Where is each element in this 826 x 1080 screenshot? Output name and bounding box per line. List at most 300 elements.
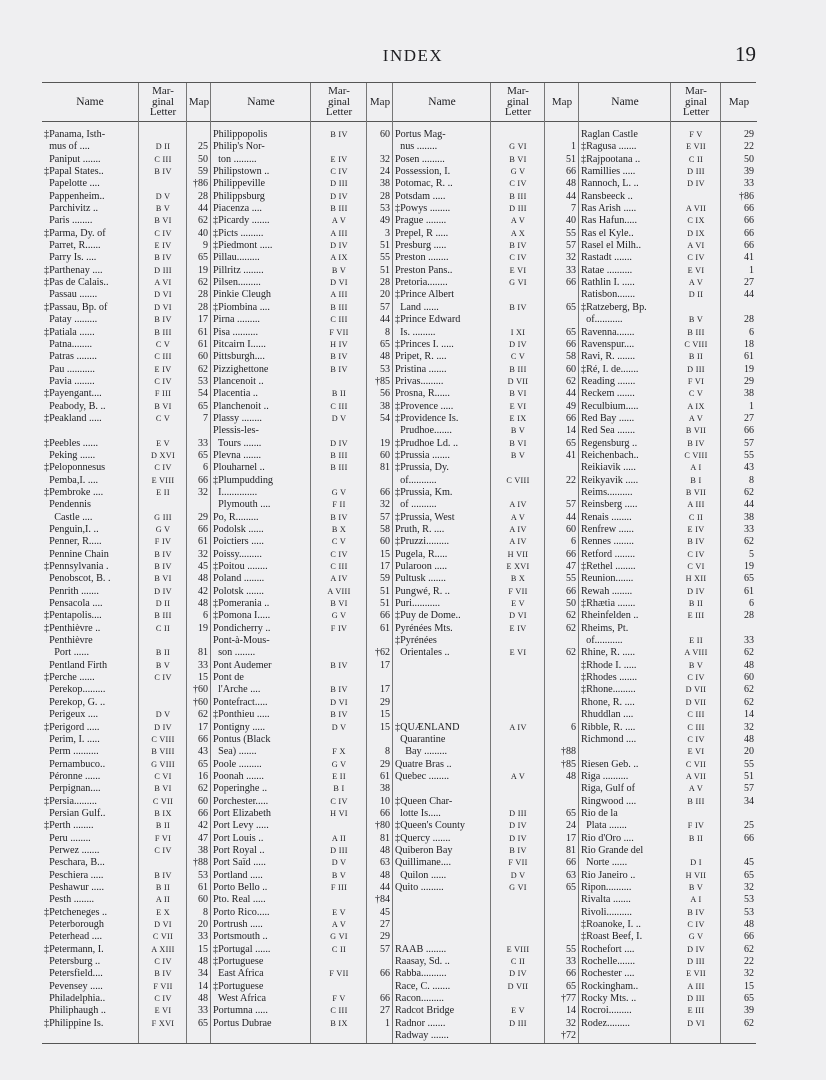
marginal-letter (311, 672, 367, 684)
index-entry-name: Ravenna....... (581, 326, 635, 338)
map-number: 53 (744, 894, 754, 906)
map-number (187, 499, 211, 511)
index-entry-name: Pesth ........ (44, 894, 95, 906)
map-number: 47 (198, 832, 208, 844)
map-number: 15 (380, 709, 390, 721)
map-number: 20 (198, 919, 208, 930)
marginal-letter: I XI (510, 327, 526, 337)
page-number: 19 (735, 42, 756, 66)
marginal-letter: D II (155, 599, 171, 609)
index-entry-name: Rheims, Pt. (581, 622, 629, 634)
index-entry-name: Patras ........ (44, 351, 97, 363)
map-number: 14 (566, 425, 576, 437)
marginal-letter: C V (155, 339, 171, 349)
index-entry-name: ‡Penthièvre .. (44, 622, 101, 634)
index-entry-name: ‡Rajpootana .. (581, 153, 641, 165)
map-number: 62 (566, 610, 576, 622)
index-entry-name: ‡Petermann, I. (44, 943, 104, 955)
map-column (366, 83, 393, 1043)
map-number: †77 (561, 993, 576, 1005)
index-entry-name (393, 697, 491, 709)
index-entry-name: Pillritz ........ (213, 264, 264, 276)
marginal-letter (139, 178, 187, 190)
marginal-letter: F III (330, 882, 348, 892)
marginal-letter: A VI (154, 278, 172, 288)
map-number: 27 (744, 277, 754, 289)
map-number: 32 (198, 548, 208, 560)
index-entry-name: Planchenoit .. (213, 400, 269, 412)
map-number: 22 (744, 956, 754, 968)
marginal-letter: G V (155, 525, 171, 534)
index-entry-name: of........... (395, 474, 437, 486)
marginal-letter: B IV (330, 364, 348, 374)
map-number: 22 (744, 141, 754, 153)
index-entry-name: Posen ......... (395, 153, 445, 165)
marginal-letter: H IV (330, 339, 348, 349)
marginal-letter: D III (509, 808, 527, 818)
marginal-letter: E VI (154, 1006, 172, 1016)
index-entry-name: Ras el Kyle.. (581, 227, 634, 239)
map-number: 19 (380, 437, 390, 449)
map-number: 58 (380, 524, 390, 535)
marginal-letter: D VI (154, 920, 172, 929)
index-entry-name: Rivoli.......... (581, 906, 632, 918)
map-number: 63 (380, 857, 390, 869)
map-number: 27 (380, 919, 390, 930)
marginal-letter-column-header: Mar- ginal Letter (491, 83, 545, 122)
index-entry-name: Plessis-les- (213, 425, 259, 437)
marginal-letter: A V (331, 216, 347, 226)
map-number: 60 (744, 672, 754, 684)
marginal-letter: B VII (685, 487, 707, 497)
marginal-letter (491, 672, 545, 684)
marginal-letter: F IV (687, 821, 705, 831)
map-number: 61 (744, 585, 754, 597)
map-number: 33 (744, 178, 754, 190)
index-entry-name: Pappenheim.. (44, 190, 105, 202)
index-entry-name: Petersburg .. (44, 956, 101, 968)
map-number: 57 (744, 783, 754, 795)
map-number: 66 (566, 857, 576, 869)
marginal-letter (491, 314, 545, 326)
marginal-letter: B V (155, 204, 171, 214)
marginal-letter-column (670, 83, 721, 1043)
map-number: 60 (380, 449, 390, 461)
map-number: 62 (198, 277, 208, 289)
index-entry-name: Radnor ....... (395, 1017, 446, 1029)
index-entry-name: Ribble, R. .... (581, 721, 636, 733)
marginal-letter: B VI (509, 438, 527, 448)
map-number (721, 623, 757, 635)
index-entry-name (393, 672, 491, 684)
index-entry-name: West Africa (213, 993, 267, 1005)
marginal-letter: B VI (154, 574, 172, 584)
index-entry-name: ‡Piedmont ..... (213, 240, 273, 252)
map-number: 55 (744, 758, 754, 770)
map-number: 28 (744, 610, 754, 622)
marginal-letter (491, 487, 545, 499)
index-entry-name: ‡Queen Char- (395, 795, 453, 807)
index-entry-name: Norte ...... (581, 857, 628, 869)
map-number: 50 (566, 598, 576, 610)
index-entry-name: Perpignan.... (44, 783, 101, 795)
map-number: 8 (385, 746, 390, 758)
marginal-letter: A IX (687, 401, 705, 411)
index-entry-name: of .......... (395, 499, 437, 511)
marginal-letter: C IV (154, 994, 172, 1004)
index-entry-name: Quarantine (395, 733, 446, 745)
marginal-letter: D IV (509, 969, 527, 979)
map-number: 5 (749, 548, 754, 560)
index-entry-name (393, 684, 491, 696)
index-entry-name (393, 660, 491, 672)
map-number: †85 (375, 375, 390, 387)
marginal-letter: A VII (685, 771, 707, 781)
index-entry-name: Perekop, G. .. (44, 696, 106, 708)
map-number: 81 (566, 844, 576, 856)
index-entry-name: Poperinghe .. (213, 783, 268, 795)
marginal-letter: F VII (508, 858, 528, 868)
marginal-letter: B IV (154, 167, 172, 177)
marginal-letter: B V (510, 450, 526, 460)
marginal-letter: B IV (330, 710, 348, 720)
marginal-letter: C V (155, 413, 171, 423)
map-number: 51 (380, 585, 390, 597)
marginal-letter: A I (690, 463, 702, 473)
map-number: 66 (744, 215, 754, 227)
map-number: 29 (198, 511, 208, 523)
marginal-letter: B II (688, 833, 704, 843)
index-entry-name: Reichenbach.. (581, 449, 639, 461)
index-entry-name: East Africa (213, 968, 264, 980)
map-number: 44 (380, 314, 390, 326)
map-number: 15 (380, 721, 390, 733)
index-entry-name: ‡Puy de Dome.. (395, 610, 461, 622)
marginal-letter: C II (510, 957, 526, 967)
map-number (545, 314, 579, 326)
index-entry-name: ‡Roanoke, I. .. (581, 919, 641, 930)
marginal-letter (671, 623, 721, 635)
index-entry-name: Puri........... (395, 598, 440, 610)
marginal-letter: D VI (154, 290, 172, 300)
marginal-letter: D IV (509, 833, 527, 843)
marginal-letter: B III (330, 302, 348, 312)
marginal-letter: D III (509, 204, 527, 214)
marginal-letter: D XVI (150, 450, 175, 460)
index-entry-name: Rochester .... (581, 968, 635, 980)
index-entry-name: ‡Prussia, Dy. (395, 462, 449, 474)
index-entry-name: Petersfield.... (44, 968, 103, 980)
marginal-letter: D II (155, 142, 171, 152)
index-entry-name: Plassy ........ (213, 412, 262, 424)
map-number: 66 (566, 585, 576, 597)
map-number: 41 (566, 449, 576, 461)
marginal-letter: B III (330, 450, 348, 460)
map-number: 48 (380, 351, 390, 363)
marginal-letter (491, 746, 545, 758)
marginal-letter: B IV (330, 130, 348, 139)
map-number: 48 (744, 733, 754, 745)
map-number (367, 734, 393, 746)
map-number: 60 (380, 536, 390, 548)
index-entry-name: Porchester..... (213, 795, 269, 807)
index-entry-name: Port Louis .. (213, 832, 264, 844)
map-number: 10 (380, 795, 390, 807)
map-number: 62 (566, 375, 576, 387)
map-number: 38 (380, 400, 390, 412)
index-entry-name: Pyrénées Mts. (395, 622, 453, 634)
index-entry-name: Bay ......... (395, 746, 448, 758)
marginal-letter: C IX (687, 216, 705, 226)
marginal-letter: D V (155, 710, 171, 720)
map-number: 45 (198, 561, 208, 573)
map-number (545, 931, 579, 943)
marginal-letter: E V (156, 438, 170, 448)
index-entry-name: Ras Hafun..... (581, 215, 638, 227)
index-entry-name: Rasel el Milh.. (581, 240, 641, 252)
marginal-letter: B II (155, 648, 171, 658)
marginal-letter: G V (331, 759, 347, 769)
index-entry-name: Philipstown .. (213, 166, 270, 178)
index-entry-name: Potsdam ..... (395, 190, 446, 202)
index-entry-name: ‡Picts ......... (213, 227, 264, 239)
map-number: 38 (380, 178, 390, 190)
index-entry-name: Rochelle....... (581, 956, 636, 968)
index-table (42, 82, 756, 1044)
map-number: 17 (198, 721, 208, 733)
marginal-letter: A III (330, 290, 348, 300)
index-entry-name: Reculbium..... (581, 400, 639, 412)
index-entry-name: ‡Plumpudding (213, 474, 274, 486)
index-entry-name: Rathlin I. ..... (581, 277, 635, 289)
marginal-letter: E IV (154, 241, 172, 251)
index-entry-name: Ratae .......... (581, 264, 633, 276)
marginal-letter (311, 647, 367, 659)
index-entry-name: Reading ....... (581, 375, 636, 387)
marginal-letter: B IV (687, 907, 705, 917)
map-number: 6 (571, 721, 576, 733)
index-entry-name: Raasay, Sd. .. (395, 956, 450, 968)
marginal-letter: D IV (687, 586, 705, 596)
index-entry-name: Placentia .. (213, 388, 258, 400)
index-entry-name: ‡Peloponnesus (44, 462, 106, 474)
map-number (545, 289, 579, 301)
marginal-letter: C IV (330, 796, 348, 806)
map-number: 57 (744, 437, 754, 449)
index-entry-name: Ransbeeck .. (581, 190, 633, 202)
marginal-letter: G VI (509, 142, 527, 152)
map-number: 61 (198, 881, 208, 893)
map-number: 53 (198, 869, 208, 881)
map-number: 65 (744, 869, 754, 881)
index-entry-name: ‡Ré, I. de....... (581, 363, 639, 375)
index-entry-name: Piacenza .... (213, 203, 262, 215)
name-column-header: Name (393, 83, 491, 122)
marginal-letter: C II (331, 944, 347, 954)
map-number: 20 (744, 746, 754, 758)
marginal-letter: C II (155, 623, 171, 633)
map-number: 20 (380, 289, 390, 301)
index-entry-name: Renais ........ (581, 511, 632, 523)
marginal-letter: B V (331, 870, 347, 880)
index-entry-name: Patay ......... (44, 314, 98, 326)
index-entry-name: Peru ........ (44, 832, 91, 844)
index-entry-name (393, 783, 491, 795)
map-number: 15 (744, 980, 754, 992)
index-entry-name: Rio d'Oro .... (581, 832, 634, 844)
index-entry-name: Port Levy ..... (213, 820, 269, 832)
map-number: 48 (380, 869, 390, 881)
marginal-letter: C V (331, 537, 347, 547)
index-entry-name: ‡QUÆNLAND (395, 721, 460, 733)
index-entry-name: Plancenoit .. (213, 375, 264, 387)
marginal-letter: G VI (509, 278, 527, 288)
index-entry-name: ‡Quercy ....... (395, 832, 451, 844)
marginal-letter: B IV (154, 315, 172, 325)
index-entry-name: Persian Gulf.. (44, 807, 106, 819)
index-entry-name: ton ......... (213, 153, 257, 165)
index-entry-name: ‡Panama, Isth- (44, 129, 106, 140)
index-entry-name: ‡Prudhoe Ld. .. (395, 437, 459, 449)
marginal-letter: E VIII (151, 475, 175, 485)
index-entry-name: Riga, Gulf of (581, 783, 636, 795)
index-entry-name (579, 746, 671, 758)
marginal-letter: B III (687, 796, 705, 806)
map-number: 43 (744, 462, 754, 474)
marginal-letter-column (490, 83, 545, 1043)
map-number: 6 (749, 326, 754, 338)
marginal-letter: B III (509, 191, 527, 201)
marginal-letter: F VII (329, 327, 349, 337)
map-number: 8 (203, 906, 208, 918)
map-number: 8 (749, 474, 754, 486)
map-number: 27 (744, 412, 754, 424)
marginal-letter: B VI (154, 784, 172, 794)
marginal-letter: G VI (509, 882, 527, 892)
map-number: 66 (744, 203, 754, 215)
marginal-letter (491, 129, 545, 141)
map-number: 44 (566, 388, 576, 400)
map-number: 25 (744, 820, 754, 832)
index-entry-name: ‡Payengant.... (44, 388, 102, 400)
map-number: 44 (744, 499, 754, 511)
map-number: 62 (198, 215, 208, 227)
marginal-letter: C VI (154, 771, 172, 781)
index-entry-name: Philip's Nor- (213, 141, 265, 153)
map-number: 7 (571, 203, 576, 215)
index-entry-name (393, 894, 491, 906)
running-head (0, 42, 826, 70)
marginal-letter: C III (330, 315, 348, 325)
map-number: 48 (198, 956, 208, 968)
index-entry-name: Poonah ....... (213, 770, 264, 782)
map-number: 33 (198, 437, 208, 449)
marginal-letter: A IV (509, 537, 527, 547)
marginal-letter: B IV (154, 969, 172, 979)
map-number: 65 (566, 437, 576, 449)
marginal-letter (671, 302, 721, 314)
index-entry-name (393, 709, 491, 721)
marginal-letter: B III (330, 204, 348, 214)
marginal-letter (491, 709, 545, 721)
map-number: 33 (566, 264, 576, 276)
name-column-header: Name (211, 83, 311, 122)
marginal-letter (491, 635, 545, 647)
map-number (545, 684, 579, 696)
map-number: 17 (198, 314, 208, 326)
index-entry-name: ‡Peebles ...... (44, 437, 99, 449)
index-entry-name: Red Bay ...... (581, 412, 635, 424)
index-entry-name: Pevensey ..... (44, 980, 103, 992)
map-number: 81 (198, 647, 208, 659)
index-entry-name: Pizzighettone (213, 363, 269, 375)
index-entry-name: Quilon ...... (395, 869, 447, 881)
map-number: 33 (198, 659, 208, 671)
map-number: 6 (203, 610, 208, 622)
index-entry-name: Peabody, B. .. (44, 400, 106, 412)
marginal-letter: G V (331, 487, 347, 497)
map-number (721, 302, 757, 314)
marginal-letter: F VII (508, 586, 528, 596)
map-number (545, 734, 579, 746)
map-number (545, 907, 579, 919)
map-number (367, 672, 393, 684)
marginal-letter: E VI (687, 747, 705, 757)
marginal-letter (491, 783, 545, 795)
marginal-letter: B VIII (151, 747, 175, 757)
marginal-letter (491, 1030, 545, 1042)
index-entry-name: ‡Pas de Calais.. (44, 277, 109, 289)
marginal-letter: E VIII (506, 944, 530, 954)
map-number: 32 (744, 968, 754, 980)
marginal-letter: E VI (509, 265, 527, 275)
marginal-letter: C III (330, 1006, 348, 1016)
map-number: 48 (744, 659, 754, 671)
marginal-letter: D VII (685, 685, 707, 695)
marginal-letter: C IV (154, 376, 172, 386)
index-entry-name: Perekop......... (44, 684, 106, 696)
map-number: 29 (380, 758, 390, 770)
index-entry-name: Ratisbon....... (581, 289, 636, 301)
map-number: 60 (198, 795, 208, 807)
index-entry-name: Reikiavik ..... (581, 462, 636, 474)
marginal-letter: B I (333, 784, 345, 794)
map-number: †88 (193, 857, 208, 869)
map-number: 25 (198, 141, 208, 153)
map-number: 14 (744, 709, 754, 721)
map-number: 40 (566, 215, 576, 227)
marginal-letter: C IV (154, 845, 172, 855)
map-number: 32 (566, 252, 576, 264)
map-number: 6 (571, 536, 576, 548)
marginal-letter (491, 684, 545, 696)
index-entry-name: Paniput ....... (44, 153, 101, 165)
map-number: 55 (566, 573, 576, 585)
map-number (187, 635, 211, 647)
marginal-letter: G V (331, 611, 347, 621)
index-entry-name: Plouharnel .. (213, 462, 265, 474)
marginal-letter: E II (156, 487, 170, 497)
index-entry-name (393, 919, 491, 931)
marginal-letter: B II (688, 352, 704, 362)
marginal-letter: B I (690, 475, 702, 485)
marginal-letter: F XVI (151, 1018, 175, 1028)
marginal-letter: D VI (687, 1018, 705, 1028)
marginal-letter: D IV (154, 586, 172, 596)
marginal-letter: D I (690, 858, 702, 868)
marginal-letter: C VIII (151, 734, 175, 744)
index-entry-name: Pentland Firth (44, 659, 108, 671)
